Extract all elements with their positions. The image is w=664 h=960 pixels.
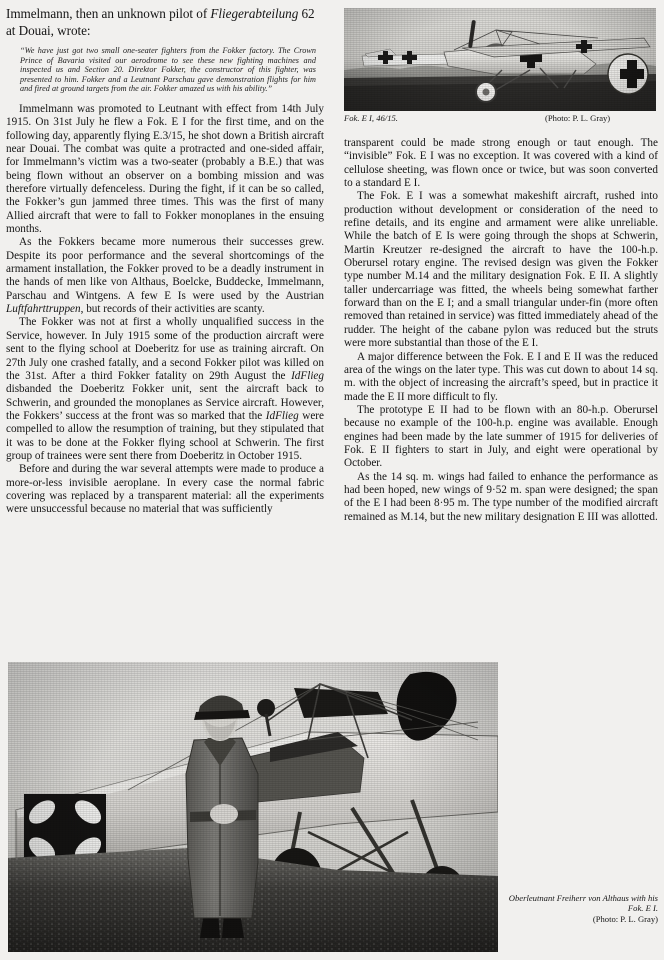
figure-von-althaus-with-fokker bbox=[8, 662, 498, 952]
body-paragraph: The Fok. E I was a somewhat makeshift aircraft, rushed into production without development or consideration of the need to refine details, and its engine and armament were alike unreliable. While the batch of E Is were going through the shops at Schwerin, Martin Kreutzer re-designed the aircraft to have the 100-h.p. Oberursel rotary engine. The revised design was given the Fokker type number M.14 and the military designation Fok. E II. A slightly taller undercarriage was fitted, the wheels being somewhat farther forward than on the E I; and a small triangular under-fin (more often removed than retained in service) was fitted immediately ahead of the rudder. The height of the cabane pylon was reduced but the struts were more substantial than those of the E I. bbox=[344, 190, 658, 350]
body-paragraph: transparent could be made strong enough or taut enough. The “invisible” Fok. E I was no exception. It was covered with a kind of cellulose sheeting, was flown once or twice, but was soon converted to a standard E I. bbox=[344, 137, 658, 190]
body-paragraph: The Fokker was not at first a wholly unqualified success in the Service, however. In July 1915 some of the production aircraft were sent to the flying school at Doeberitz for use as training aircraft. On 27th July one crashed fatally, and a second Fokker pilot was killed on the 31st. After a third Fokker fatality on 29th August the IdFlieg disbanded the Doeberitz Fokker unit, sent the aircraft back to Schwerin, and grounded the monoplanes as Service aircraft. However, the Fokkers’ success at the front was so marked that the IdFlieg were compelled to allow the resumption of training, but they stipulated that it was to be done at the Fokker flying school at Schwerin. The first group of trainees were sent there from Doeberitz in October 1915. bbox=[6, 316, 324, 462]
body-paragraph: Immelmann was promoted to Leutnant with effect from 14th July 1915. On 31st July he flew a Fok. E I for the first time, and on the following day, apparently flying E.3/15, he shot down a British aircraft near Douai. The combat was quite a protracted and one-sided affair, for Immelmann’s victim was a two-seater (probably a B.E.) that was being flown without an observer on a bombing mission and was therefore virtually defenceless. During the fight, if it can be so called, the Fokker’s gun jammed three times. This was the first of many Allied aircraft that were to fall to Fokker monoplanes in the ensuing months. bbox=[6, 102, 324, 236]
body-paragraph: A major difference between the Fok. E I and E II was the reduced area of the wings on the later type. This was cut down to about 14 sq. m. with the object of increasing the aircraft’s speed, but in practice it made the E II more difficult to fly. bbox=[344, 350, 658, 403]
right-text-column bbox=[344, 137, 658, 524]
fokker-e1-side-view-illustration bbox=[344, 8, 656, 111]
figure-caption-bottom bbox=[508, 893, 658, 924]
figure-credit-bottom: (Photo: P. L. Gray) bbox=[592, 913, 658, 924]
figure-caption-bottom-line2: Althaus with his Fok. E I. bbox=[602, 893, 658, 914]
body-paragraph: The prototype E II had to be flown with an 80-h.p. Oberursel because no example of the 100-h.p. engine was available. Enough engines had been made by the late summer of 1915 for deliveries of Fok. E II fighters to start in July, and eight were operational by October. bbox=[344, 403, 658, 470]
figure-caption-top: Fok. E I, 46/15. bbox=[344, 113, 398, 123]
figure-credit-top: (Photo: P. L. Gray) bbox=[545, 113, 611, 123]
body-paragraph: As the Fokkers became more numerous their successes grew. Despite its poor performance and the several shortcomings of the armament installation, the Fokker proved to be a deadly instrument in the hands of men like von Althaus, Boelcke, Buddecke, Immelmann, Parschau and Wintgens. A few E Is were used by the Austrian Luftfahrttruppen, but records of their activities are scanty. bbox=[6, 236, 324, 316]
left-text-column bbox=[6, 6, 324, 517]
von-althaus-portrait-illustration bbox=[8, 662, 498, 952]
page-lede-paragraph: Immelmann, then an unknown pilot of Fliegerabteilung 62 at Douai, wrote: bbox=[6, 6, 315, 38]
body-paragraph: As the 14 sq. m. wings had failed to enhance the performance as had been hoped, new wings of 9·52 m. span were designed; the span of the E I had been 8·95 m. The type number of the modified aircraft remained as M.14, but the new military designation E III was allotted. bbox=[344, 470, 658, 523]
body-paragraph: Before and during the war several attempts were made to produce a more-or-less invisible aeroplane. In every case the normal fabric covering was replaced by a transparent material: all the experiments were unsuccessful because no material that was sufficiently bbox=[6, 463, 324, 516]
block-quotation: “We have just got two small one-seater fighters from the Fokker factory. The Crown Prince of Bavaria visited our aerodrome to see these new fighting machines and inspected us and Section 20. Direktor Fokker, the constructor of this fighter, was presented to him. Fokker and a Leutnant Parschau gave demonstration flights for him and fired at ground targets from the air. Fokker amazed us with his ability.” bbox=[20, 46, 316, 94]
figure-caption-bottom-line1: Oberleutnant Freiherr von bbox=[508, 893, 601, 903]
figure-fokker-e1-46-15 bbox=[344, 8, 656, 111]
